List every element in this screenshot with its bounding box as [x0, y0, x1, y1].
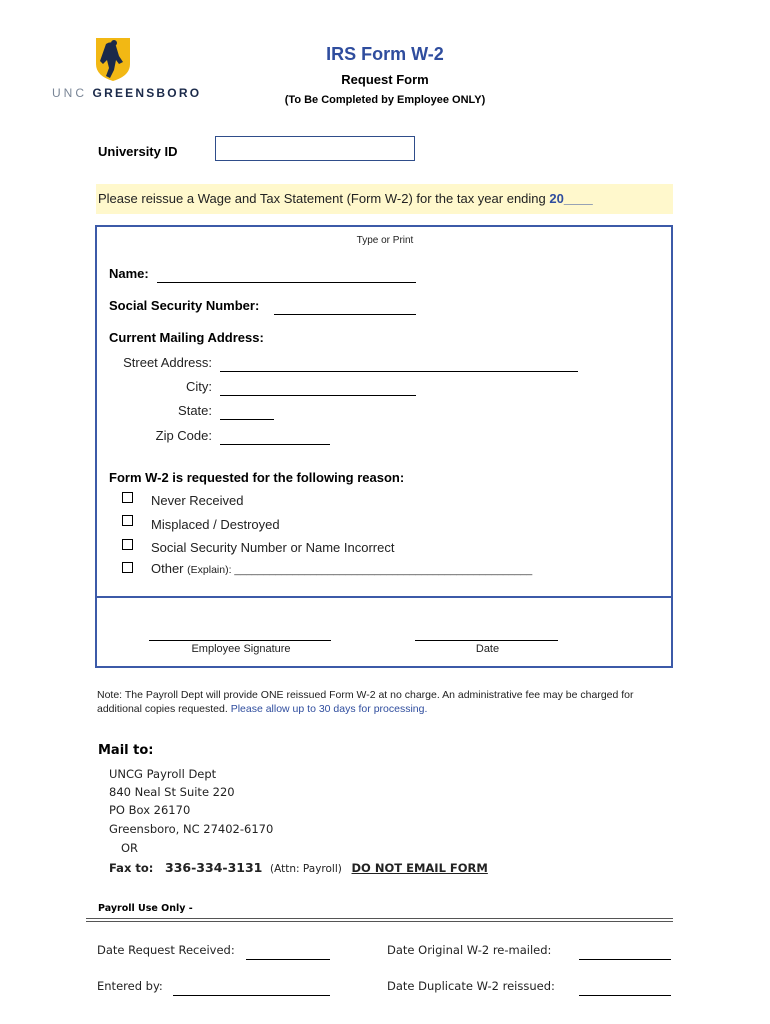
signature-divider [95, 596, 673, 598]
logo-wordmark: UNC GREENSBORO [52, 86, 202, 100]
date-duplicate-field[interactable] [579, 995, 671, 996]
mail-address-line: PO Box 26170 [109, 803, 191, 817]
street-field[interactable] [220, 371, 578, 372]
reason-checkbox-ssn-incorrect[interactable] [122, 539, 133, 550]
entered-by-field[interactable] [173, 995, 330, 996]
ssn-label: Social Security Number: [109, 298, 260, 313]
other-explain-field[interactable]: (Explain): ___________________________________________________ [187, 564, 533, 576]
signature-date-label: Date [475, 643, 500, 655]
reason-option-other: Other (Explain): ___________________________________________________ [151, 561, 533, 576]
state-label: State: [178, 403, 212, 418]
page-subtitle: Request Form [341, 72, 429, 87]
page-title: IRS Form W-2 [326, 44, 444, 64]
university-id-label: University ID [98, 144, 178, 159]
reason-checkbox-never-received[interactable] [122, 492, 133, 503]
city-label: City: [186, 379, 212, 394]
city-field[interactable] [220, 395, 416, 396]
university-id-field[interactable] [215, 136, 415, 161]
signature-date-field[interactable] [415, 640, 558, 641]
mail-or: OR [121, 841, 139, 855]
date-duplicate-label: Date Duplicate W-2 reissued: [387, 979, 555, 993]
date-received-field[interactable] [246, 959, 330, 960]
signature-field[interactable] [149, 640, 331, 641]
type-or-print-note: Type or Print [356, 235, 414, 246]
tax-year-field[interactable]: 20____ [549, 191, 593, 206]
reason-checkbox-other[interactable] [122, 562, 133, 573]
page-note: (To Be Completed by Employee ONLY) [284, 94, 486, 106]
date-remailed-field[interactable] [579, 959, 671, 960]
reissue-statement: Please reissue a Wage and Tax Statement (Form W-2) for the tax year ending 20____ [96, 184, 673, 214]
entered-by-label: Entered by: [97, 979, 163, 993]
fax-line [109, 860, 488, 875]
street-label: Street Address: [123, 355, 212, 370]
name-label: Name: [109, 266, 149, 281]
employee-info-box [95, 225, 673, 668]
ssn-field[interactable] [274, 314, 416, 315]
date-received-label: Date Request Received: [97, 943, 235, 957]
address-label: Current Mailing Address: [109, 330, 264, 345]
fax-attn: (Attn: Payroll) [270, 863, 342, 875]
signature-label: Employee Signature [191, 643, 291, 655]
payroll-heading: Payroll Use Only - [98, 903, 193, 914]
no-email-warning: DO NOT EMAIL FORM [351, 861, 488, 875]
mail-address-line: Greensboro, NC 27402-6170 [109, 822, 274, 836]
reason-label: Form W-2 is requested for the following reason: [109, 470, 405, 485]
fee-note: Note: The Payroll Dept will provide ONE reissued Form W-2 at no charge. An administrative fee may be charged for additional copies requested. Please allow up to 30 days for processing. [97, 689, 634, 715]
mail-address-line: 840 Neal St Suite 220 [109, 785, 235, 799]
mail-heading: Mail to: [98, 743, 154, 758]
payroll-divider [86, 918, 673, 919]
fax-number: 336-334-3131 [165, 860, 263, 875]
zip-field[interactable] [220, 444, 330, 445]
reason-checkbox-misplaced[interactable] [122, 515, 133, 526]
reason-option-label: Never Received [151, 493, 244, 508]
state-field[interactable] [220, 419, 274, 420]
fax-label: Fax to: [109, 861, 154, 875]
name-field[interactable] [157, 282, 416, 283]
zip-label: Zip Code: [155, 428, 212, 443]
payroll-divider [86, 921, 673, 922]
mail-address-line: UNCG Payroll Dept [109, 767, 217, 781]
reason-option-label: Misplaced / Destroyed [151, 517, 280, 532]
reason-option-label: Social Security Number or Name Incorrect [151, 540, 395, 555]
date-remailed-label: Date Original W-2 re-mailed: [387, 943, 552, 957]
